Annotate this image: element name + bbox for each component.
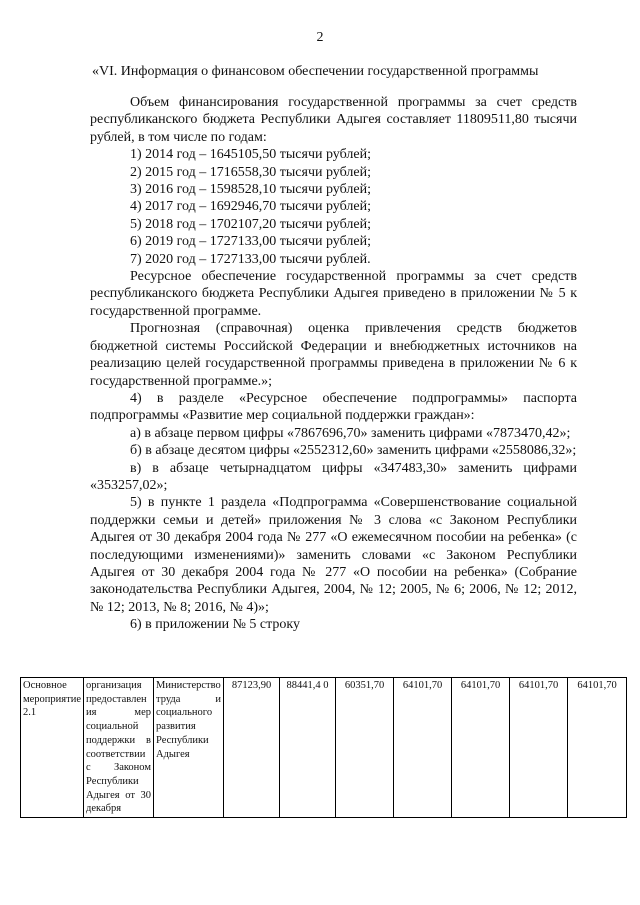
year-item: 2) 2015 год – 1716558,30 тысячи рублей; — [130, 164, 371, 180]
table-row — [21, 678, 627, 818]
paragraph-item-4b: б) в абзаце десятом цифры «2552312,60» заменить цифрами «2558086,32»; — [130, 443, 577, 459]
table-cell-value: 64101,70 — [394, 678, 452, 818]
paragraph-resource-provision: Ресурсное обеспечение государственной программы за счет средств республиканского бюджета Республики Адыгея приведено в приложении № 5 к государственной программе. — [90, 269, 577, 319]
year-item: 3) 2016 год – 1598528,10 тысячи рублей; — [130, 182, 371, 198]
year-item: 5) 2018 год – 1702107,20 тысячи рублей; — [130, 216, 371, 232]
table-cell-value: 64101,70 — [568, 678, 627, 818]
paragraph-forecast-estimate: Прогнозная (справочная) оценка привлечения средств бюджетов бюджетной системы Российской Федерации и внебюджетных источников на реализацию целей государственной программы приведена в приложении № 6 к государственной программе.»; — [90, 321, 577, 389]
table-cell-executor: Министерство труда и социального развития Республики Адыгея — [154, 678, 224, 818]
year-item: 7) 2020 год – 1727133,00 тысячи рублей. — [130, 251, 371, 267]
paragraph-item-4c: в) в абзаце четырнадцатом цифры «347483,30» заменить цифрами «353257,02»; — [90, 460, 577, 493]
document-body — [90, 94, 577, 634]
table-cell-value: 87123,90 — [224, 678, 280, 818]
page-number: 2 — [316, 30, 324, 45]
table-cell-value: 64101,70 — [510, 678, 568, 818]
table-cell-value: 64101,70 — [452, 678, 510, 818]
section-heading: «VI. Информация о финансовом обеспечении государственной программы — [92, 64, 539, 79]
table-cell-description: организация предоставления мер социальной поддержки в соответствии с Законом Республики Адыгея от 30 декабря — [84, 678, 154, 818]
table-cell-value: 60351,70 — [336, 678, 394, 818]
paragraph-item-5: 5) в пункте 1 раздела «Подпрограмма «Совершенствование социальной поддержки семьи и детей» приложения № 3 слова «с Законом Республики Адыгея от 30 декабря 2004 года № 277 «О ежемесячном пособии на ребенка» (с последующими изменениями)» заменить словами «с Законом Республики Адыгея от 30 декабря 2004 года № 277 «О пособии на ребенка» (Собрание законодательства Республики Адыгея, 2004, № 12; 2005, № 6; 2006, № 12; 2012, № 12; 2013, № 8; 2016, № 4)»; — [90, 495, 577, 615]
paragraph-item-4: 4) в разделе «Ресурсное обеспечение подпрограммы» паспорта подпрограммы «Развитие мер социальной поддержки граждан»: — [90, 390, 577, 424]
paragraph-item-4a: а) в абзаце первом цифры «7867696,70» заменить цифрами «7873470,42»; — [130, 425, 571, 441]
appendix-row-table — [20, 677, 627, 818]
year-item: 1) 2014 год – 1645105,50 тысячи рублей; — [130, 147, 371, 163]
paragraph-item-6: 6) в приложении № 5 строку — [130, 617, 301, 633]
year-item: 4) 2017 год – 1692946,70 тысячи рублей; — [130, 199, 371, 215]
table-cell-activity: Основное мероприятие 2.1 — [21, 678, 84, 818]
year-item: 6) 2019 год – 1727133,00 тысячи рублей; — [130, 234, 371, 250]
paragraph-financing-volume: Объем финансирования государственной программы за счет средств республиканского бюджета Республики Адыгея составляет 11809511,80 тысячи рублей, в том числе по годам: — [90, 95, 577, 145]
table-cell-value: 88441,4 0 — [280, 678, 336, 818]
